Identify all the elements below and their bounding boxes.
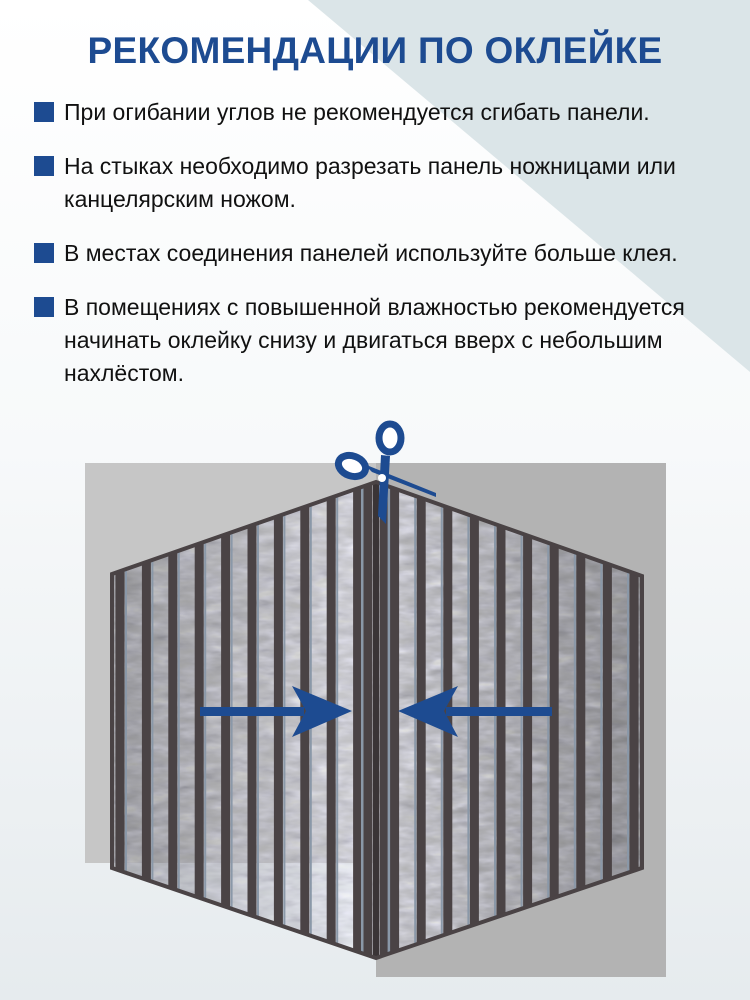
recommendation-text: На стыках необходимо разрезать панель ножницами или канцелярским ножом.	[64, 153, 676, 212]
recommendation-text: В местах соединения панелей используйте больше клея.	[64, 240, 678, 266]
page-title: РЕКОМЕНДАЦИИ ПО ОКЛЕЙКЕ	[87, 30, 663, 71]
panel-slats	[120, 478, 634, 962]
recommendation-text: При огибании углов не рекомендуется сгибать панели.	[64, 99, 650, 125]
recommendation-text: В помещениях с повышенной влажностью рекомендуется начинать оклейку снизу и двигаться вверх с небольшим нахлёстом.	[64, 294, 685, 386]
